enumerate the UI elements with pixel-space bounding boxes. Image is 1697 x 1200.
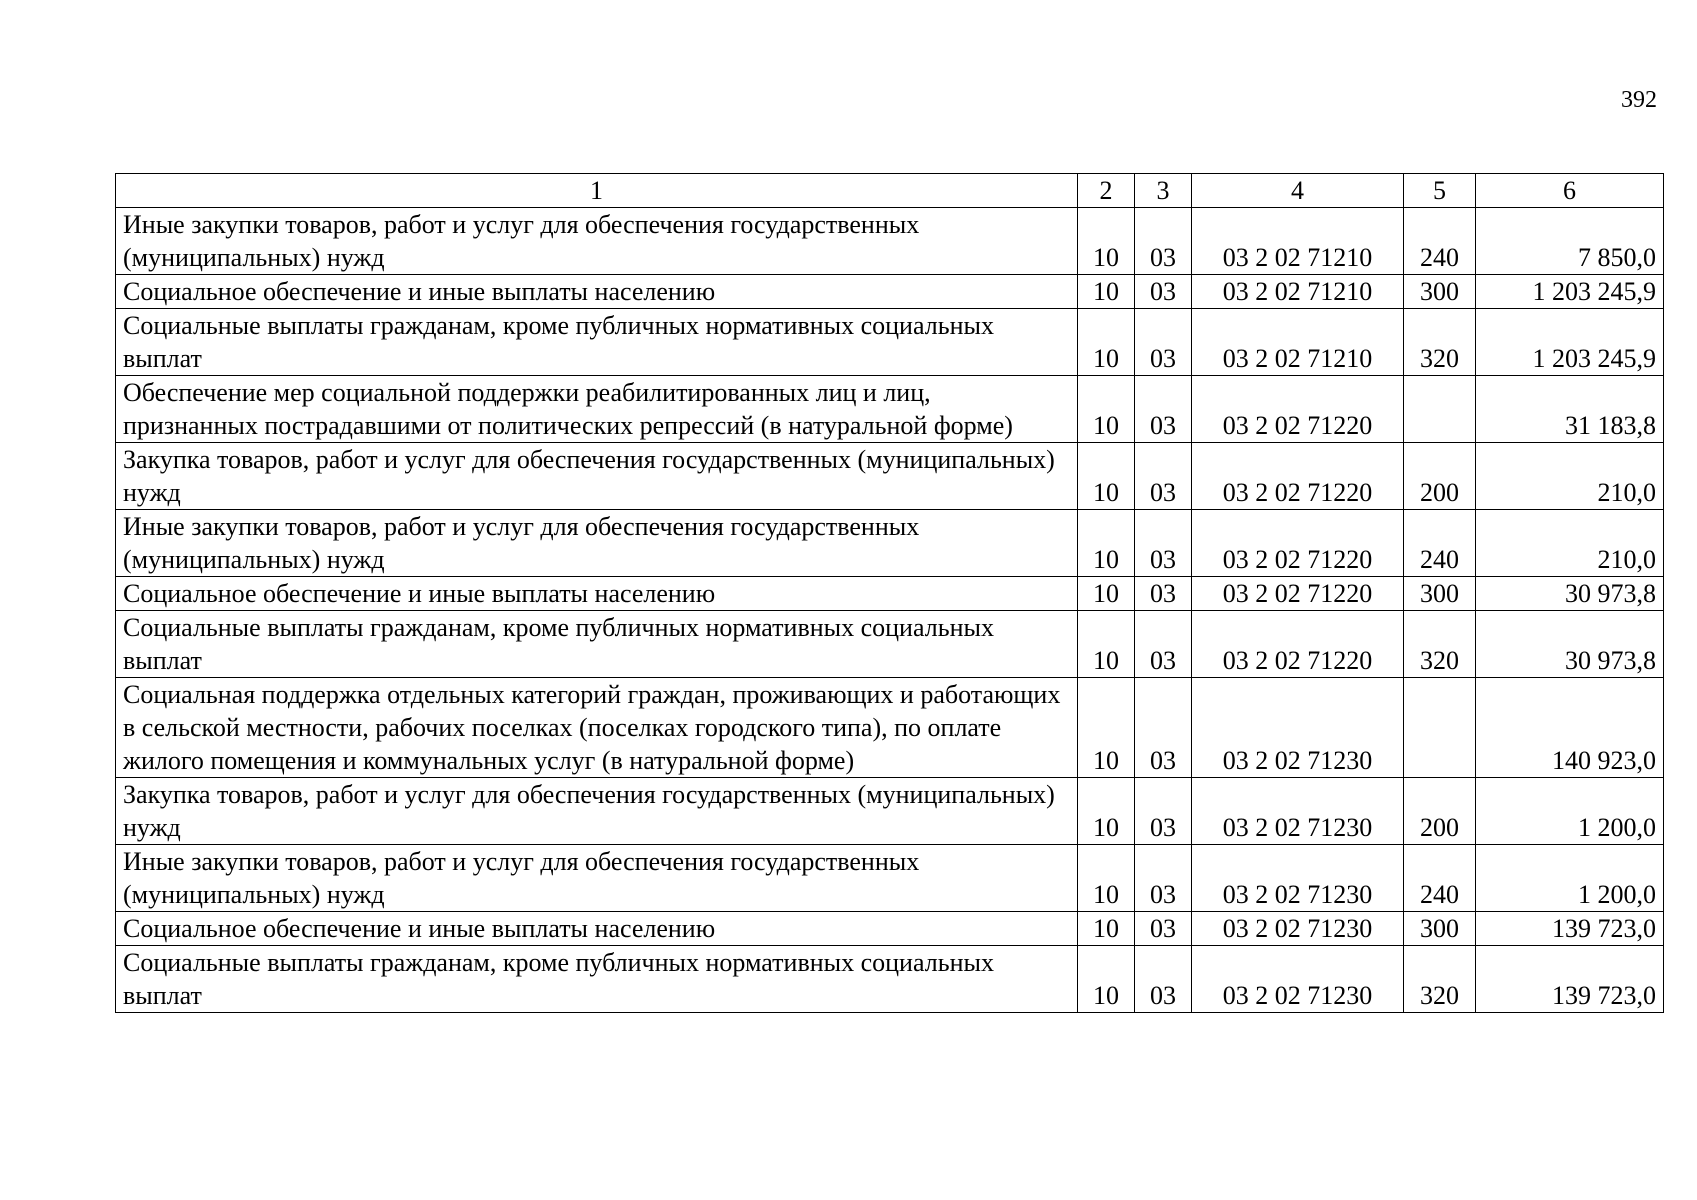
row-amount-cell: 7 850,0 bbox=[1476, 208, 1664, 275]
row-code-cell: 03 2 02 71230 bbox=[1192, 912, 1404, 946]
row-subsection-cell: 03 bbox=[1135, 946, 1192, 1013]
row-name-cell: Социальное обеспечение и иные выплаты населению bbox=[116, 577, 1078, 611]
header-col-6: 6 bbox=[1476, 174, 1664, 208]
row-name-cell: Обеспечение мер социальной поддержки реабилитированных лиц и лиц, признанных пострадавшими от политических репрессий (в натуральной форме) bbox=[116, 376, 1078, 443]
header-col-2: 2 bbox=[1078, 174, 1135, 208]
table-row bbox=[116, 443, 1664, 510]
row-subsection-cell: 03 bbox=[1135, 678, 1192, 778]
row-type-cell: 200 bbox=[1404, 443, 1476, 510]
row-section-cell: 10 bbox=[1078, 376, 1135, 443]
page-number: 392 bbox=[1621, 87, 1657, 113]
table-row bbox=[116, 309, 1664, 376]
table-body bbox=[116, 208, 1664, 1013]
row-subsection-cell: 03 bbox=[1135, 611, 1192, 678]
row-subsection-cell: 03 bbox=[1135, 577, 1192, 611]
row-amount-cell: 30 973,8 bbox=[1476, 577, 1664, 611]
row-name-cell: Социальные выплаты гражданам, кроме публичных нормативных социальных выплат bbox=[116, 309, 1078, 376]
row-type-cell: 240 bbox=[1404, 510, 1476, 577]
row-amount-cell: 1 200,0 bbox=[1476, 845, 1664, 912]
row-section-cell: 10 bbox=[1078, 845, 1135, 912]
row-subsection-cell: 03 bbox=[1135, 275, 1192, 309]
row-code-cell: 03 2 02 71230 bbox=[1192, 845, 1404, 912]
row-name-cell: Социальное обеспечение и иные выплаты населению bbox=[116, 912, 1078, 946]
row-subsection-cell: 03 bbox=[1135, 443, 1192, 510]
row-subsection-cell: 03 bbox=[1135, 510, 1192, 577]
row-type-cell: 240 bbox=[1404, 208, 1476, 275]
table-row bbox=[116, 275, 1664, 309]
row-section-cell: 10 bbox=[1078, 510, 1135, 577]
row-code-cell: 03 2 02 71230 bbox=[1192, 946, 1404, 1013]
row-code-cell: 03 2 02 71220 bbox=[1192, 510, 1404, 577]
row-type-cell bbox=[1404, 678, 1476, 778]
header-col-1: 1 bbox=[116, 174, 1078, 208]
row-code-cell: 03 2 02 71210 bbox=[1192, 275, 1404, 309]
table-row bbox=[116, 577, 1664, 611]
header-col-4: 4 bbox=[1192, 174, 1404, 208]
row-name-cell: Закупка товаров, работ и услуг для обеспечения государственных (муниципальных) нужд bbox=[116, 443, 1078, 510]
row-amount-cell: 140 923,0 bbox=[1476, 678, 1664, 778]
row-type-cell: 240 bbox=[1404, 845, 1476, 912]
row-amount-cell: 1 203 245,9 bbox=[1476, 309, 1664, 376]
row-code-cell: 03 2 02 71210 bbox=[1192, 309, 1404, 376]
row-type-cell: 300 bbox=[1404, 912, 1476, 946]
row-type-cell: 320 bbox=[1404, 946, 1476, 1013]
row-code-cell: 03 2 02 71230 bbox=[1192, 778, 1404, 845]
row-code-cell: 03 2 02 71220 bbox=[1192, 376, 1404, 443]
header-col-5: 5 bbox=[1404, 174, 1476, 208]
row-amount-cell: 210,0 bbox=[1476, 510, 1664, 577]
row-code-cell: 03 2 02 71220 bbox=[1192, 443, 1404, 510]
row-type-cell: 320 bbox=[1404, 611, 1476, 678]
row-name-cell: Социальная поддержка отдельных категорий граждан, проживающих и работающих в сельской местности, рабочих поселках (поселках городского типа), по оплате жилого помещения и коммунальных услуг (в натуральной форме) bbox=[116, 678, 1078, 778]
row-amount-cell: 31 183,8 bbox=[1476, 376, 1664, 443]
table-row bbox=[116, 845, 1664, 912]
row-name-cell: Иные закупки товаров, работ и услуг для обеспечения государственных (муниципальных) нужд bbox=[116, 510, 1078, 577]
row-name-cell: Социальные выплаты гражданам, кроме публичных нормативных социальных выплат bbox=[116, 611, 1078, 678]
row-name-cell: Иные закупки товаров, работ и услуг для обеспечения государственных (муниципальных) нужд bbox=[116, 845, 1078, 912]
row-code-cell: 03 2 02 71230 bbox=[1192, 678, 1404, 778]
table-row bbox=[116, 678, 1664, 778]
row-subsection-cell: 03 bbox=[1135, 845, 1192, 912]
row-amount-cell: 210,0 bbox=[1476, 443, 1664, 510]
row-section-cell: 10 bbox=[1078, 208, 1135, 275]
table-row bbox=[116, 912, 1664, 946]
row-name-cell: Социальное обеспечение и иные выплаты населению bbox=[116, 275, 1078, 309]
row-type-cell: 320 bbox=[1404, 309, 1476, 376]
row-subsection-cell: 03 bbox=[1135, 376, 1192, 443]
table-row bbox=[116, 946, 1664, 1013]
row-section-cell: 10 bbox=[1078, 778, 1135, 845]
row-name-cell: Иные закупки товаров, работ и услуг для обеспечения государственных (муниципальных) нужд bbox=[116, 208, 1078, 275]
row-subsection-cell: 03 bbox=[1135, 309, 1192, 376]
row-code-cell: 03 2 02 71220 bbox=[1192, 577, 1404, 611]
header-col-3: 3 bbox=[1135, 174, 1192, 208]
table-header-row bbox=[116, 174, 1664, 208]
row-section-cell: 10 bbox=[1078, 309, 1135, 376]
row-section-cell: 10 bbox=[1078, 443, 1135, 510]
row-amount-cell: 139 723,0 bbox=[1476, 946, 1664, 1013]
row-amount-cell: 30 973,8 bbox=[1476, 611, 1664, 678]
row-section-cell: 10 bbox=[1078, 577, 1135, 611]
table-row bbox=[116, 376, 1664, 443]
row-subsection-cell: 03 bbox=[1135, 208, 1192, 275]
row-amount-cell: 1 203 245,9 bbox=[1476, 275, 1664, 309]
row-type-cell bbox=[1404, 376, 1476, 443]
row-section-cell: 10 bbox=[1078, 946, 1135, 1013]
row-subsection-cell: 03 bbox=[1135, 912, 1192, 946]
row-name-cell: Социальные выплаты гражданам, кроме публичных нормативных социальных выплат bbox=[116, 946, 1078, 1013]
row-code-cell: 03 2 02 71220 bbox=[1192, 611, 1404, 678]
table-row bbox=[116, 778, 1664, 845]
row-type-cell: 300 bbox=[1404, 275, 1476, 309]
table-row bbox=[116, 611, 1664, 678]
table-row bbox=[116, 208, 1664, 275]
row-code-cell: 03 2 02 71210 bbox=[1192, 208, 1404, 275]
row-type-cell: 300 bbox=[1404, 577, 1476, 611]
table-row bbox=[116, 510, 1664, 577]
row-section-cell: 10 bbox=[1078, 678, 1135, 778]
row-section-cell: 10 bbox=[1078, 275, 1135, 309]
row-subsection-cell: 03 bbox=[1135, 778, 1192, 845]
budget-table bbox=[115, 173, 1664, 1013]
row-section-cell: 10 bbox=[1078, 611, 1135, 678]
row-amount-cell: 1 200,0 bbox=[1476, 778, 1664, 845]
row-section-cell: 10 bbox=[1078, 912, 1135, 946]
row-name-cell: Закупка товаров, работ и услуг для обеспечения государственных (муниципальных) нужд bbox=[116, 778, 1078, 845]
row-amount-cell: 139 723,0 bbox=[1476, 912, 1664, 946]
row-type-cell: 200 bbox=[1404, 778, 1476, 845]
